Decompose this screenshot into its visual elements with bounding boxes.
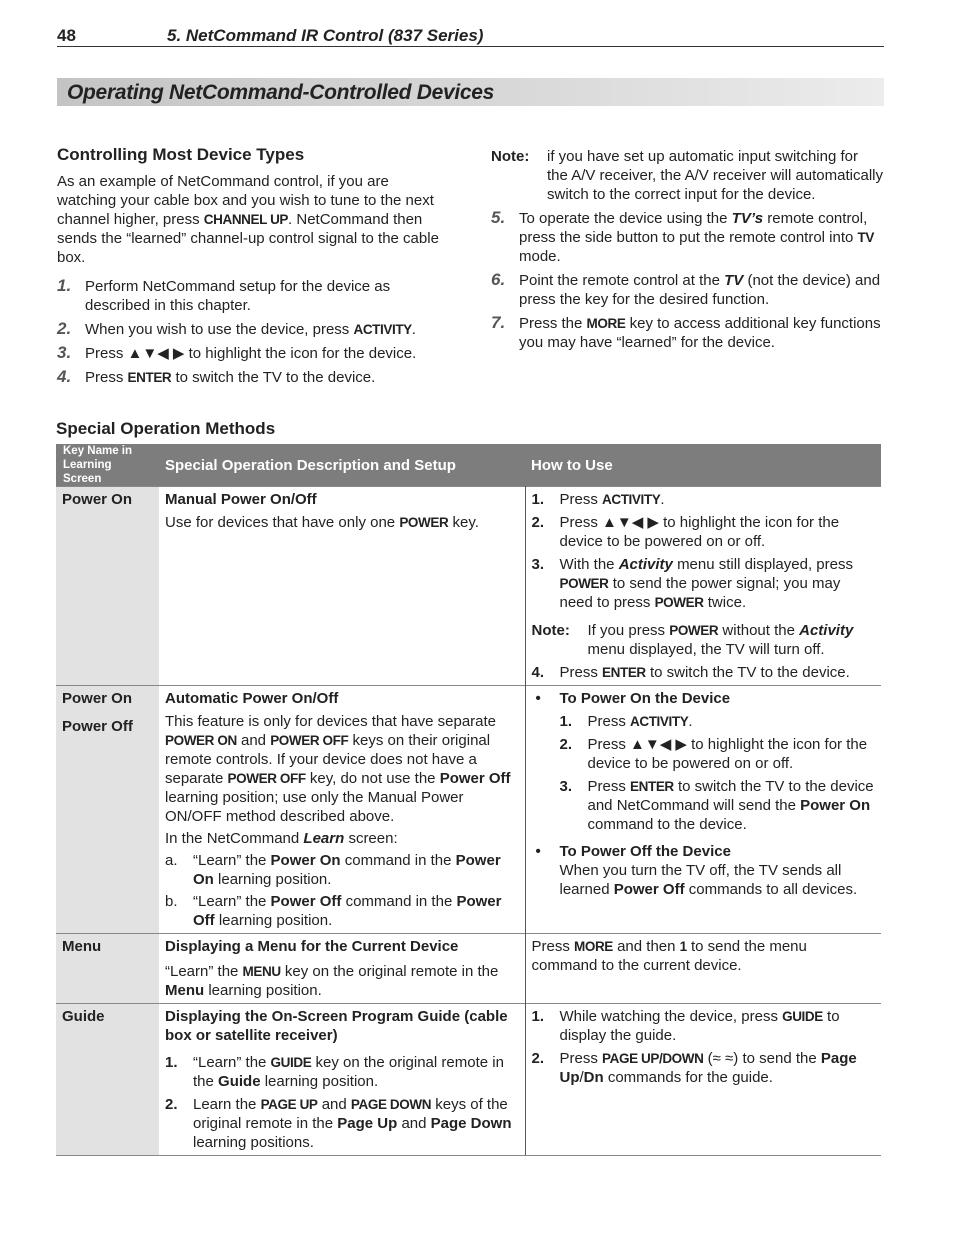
step-1: 1. Perform NetCommand setup for the device as described in this chapter. xyxy=(57,276,391,314)
special-heading: Special Operation Methods xyxy=(56,419,276,438)
key-channel-up: CHANNEL UP xyxy=(203,212,289,227)
col-description: Special Operation Description and Setup xyxy=(159,444,525,487)
auto-switch-note: Note: if you have set up automatic input switching for the A/V receiver, the A/V receiver will automatically switch to the correct input for the device. xyxy=(491,148,883,203)
step-5: 5. To operate the device using the TV’s remote control, press the side button to put the remote control into TV mode. xyxy=(491,208,874,265)
controlling-intro: As an example of NetCommand control, if you are watching your cable box and you wish to tune to the next channel higher, press CHANNEL UP. NetCommand then sends the “learned” channel-up control signal to the cable box. xyxy=(57,173,439,266)
row-key-guide: Guide xyxy=(56,1004,159,1156)
key-tv: TV xyxy=(857,230,874,245)
key-enter: ENTER xyxy=(127,370,172,385)
section-banner xyxy=(57,78,884,106)
table-row xyxy=(56,934,881,1004)
table-header-row xyxy=(56,444,881,487)
step-4: 4. Press ENTER to switch the TV to the device. xyxy=(57,367,376,386)
step-6: 6. Point the remote control at the TV (not the device) and press the key for the desired function. xyxy=(491,270,881,308)
table-row xyxy=(56,487,881,686)
key-more: MORE xyxy=(586,316,626,331)
row-how-to-use: 1. Press ACTIVITY. 2. Press ▲▼◀ ▶ to highlight the icon for the device to be powered on or off. 3. With the Activity menu still displayed, press POWER to send the power signal; you may need to press POWER twice. Note: If you press POWER without the Activity menu displayed, the TV will turn off. 4. Press ENTER to switch the TV to the device. xyxy=(525,487,881,686)
section-title: Operating NetCommand-Controlled Devices xyxy=(67,81,495,104)
row-description: Manual Power On/Off Use for devices that have only one POWER key. xyxy=(159,487,525,686)
row-how-to-use: Press MORE and then 1 to send the menu command to the current device. xyxy=(525,934,881,1004)
table-row xyxy=(56,686,881,934)
page-number: 48 xyxy=(57,26,76,45)
row-description: Automatic Power On/Off This feature is only for devices that have separate POWER ON and POWER OFF keys on their original remote controls. If your device does not have a separate POWER OFF key, do not use the Power Off learning position; use only the Manual Power ON/OFF method described above. In the NetCommand Learn screen: a. “Learn” the Power On command in the Power On learning position. b. “Learn” the Power Off command in the Power Off learning position. xyxy=(159,686,525,934)
page-up-down-icon: (≈ ≈) xyxy=(707,1050,739,1067)
row-how-to-use: • To Power On the Device 1. Press ACTIVITY. 2. Press ▲▼◀ ▶ to highlight the icon for the device to be powered on or off. 3. Press ENTER to switch the TV to the device and NetCommand will send the Power On command to the device. • To Power Off the Device When you turn the TV off, the TV sends all learned Power Off commands to all devices. xyxy=(525,686,881,934)
row-description: Displaying a Menu for the Current Device “Learn” the MENU key on the original remote in the Menu learning position. xyxy=(159,934,525,1004)
col-key-name: Key Name in Learning Screen xyxy=(56,444,159,487)
row-key-power-on: Power On xyxy=(56,487,159,686)
arrow-keys-icon: ▲▼◀ ▶ xyxy=(602,514,659,531)
chapter-title: 5. NetCommand IR Control (837 Series) xyxy=(167,26,484,45)
row-how-to-use: 1. While watching the device, press GUIDE to display the guide. 2. Press PAGE UP/DOWN (≈ ≈) to send the Page Up/Dn commands for the guide. xyxy=(525,1004,881,1156)
col-how-to-use: How to Use xyxy=(525,444,881,487)
row-description: Displaying the On-Screen Program Guide (cable box or satellite receiver) 1. “Learn” the GUIDE key on the original remote in the Guide learning position. 2. Learn the PAGE UP and PAGE DOWN keys of the original remote in the Page Up and Page Down learning positions. xyxy=(159,1004,525,1156)
arrow-keys-icon: ▲▼◀ ▶ xyxy=(127,345,185,362)
table-row xyxy=(56,1004,881,1156)
controlling-right-column xyxy=(491,147,883,352)
step-3: 3. Press ▲▼◀ ▶ to highlight the icon for the device. xyxy=(57,343,417,362)
row-key-power-on-off: Power On Power Off xyxy=(56,686,159,934)
running-header xyxy=(57,24,884,47)
arrow-keys-icon: ▲▼◀ ▶ xyxy=(630,736,687,753)
step-7: 7. Press the MORE key to access additional key functions you may have “learned” for the device. xyxy=(491,313,881,351)
controlling-left-column xyxy=(57,145,442,387)
row-key-menu: Menu xyxy=(56,934,159,1004)
step-2: 2. When you wish to use the device, press ACTIVITY. xyxy=(57,319,416,338)
key-activity: ACTIVITY xyxy=(353,322,412,337)
special-operations-table xyxy=(56,444,881,1156)
controlling-heading: Controlling Most Device Types xyxy=(57,145,305,164)
